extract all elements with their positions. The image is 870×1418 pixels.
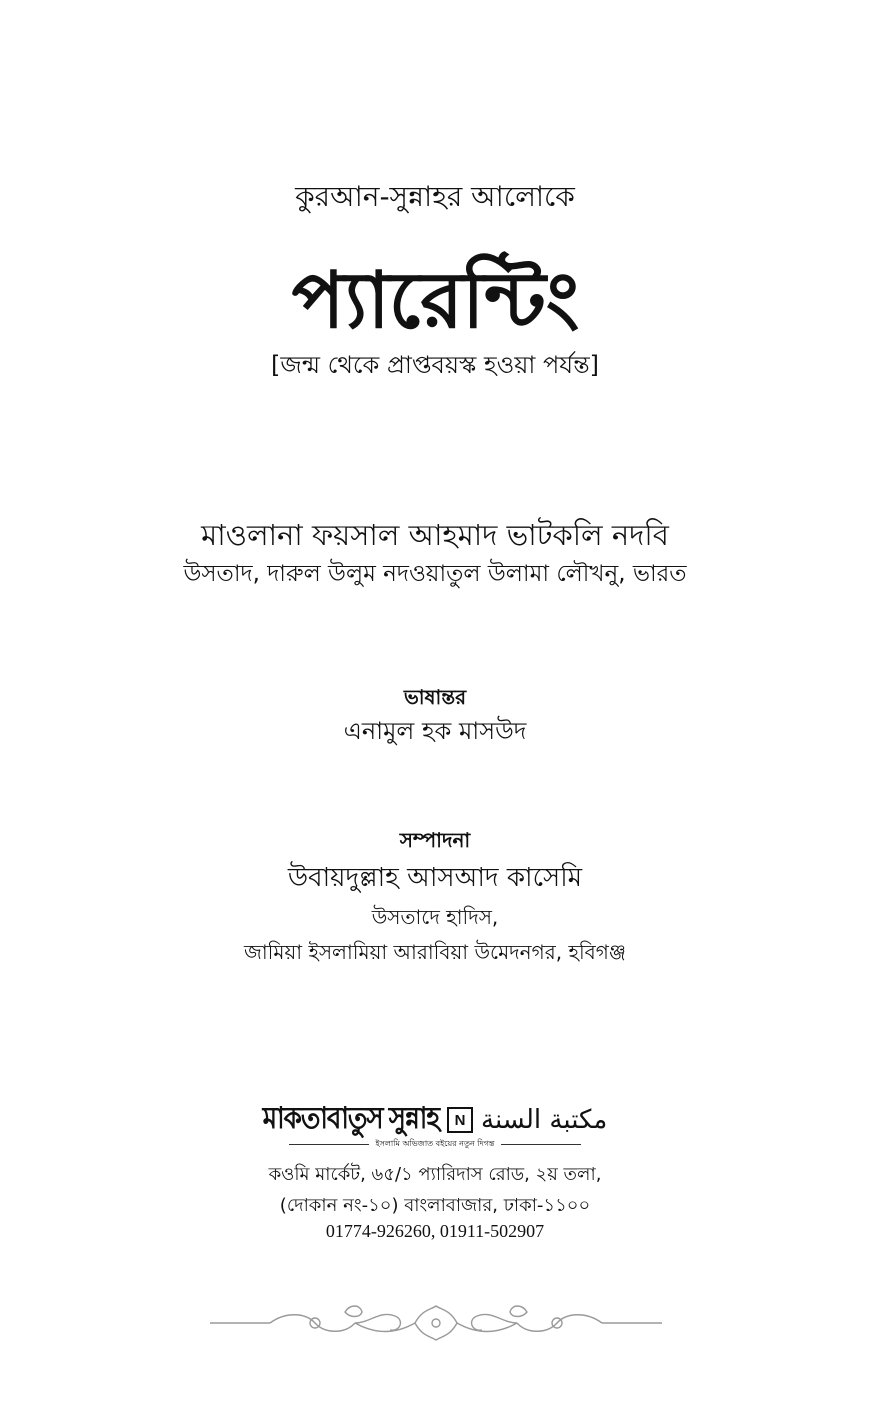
translator-name: এনামুল হক মাসউদ [343,717,527,745]
translation-label: ভাষান্তর [403,685,467,709]
publisher-logo [0,1098,870,1142]
publisher-address-line2: (দোকান নং-১০) বাংলাবাজার, ঢাকা-১১০০ [279,1195,591,1216]
floral-divider-ornament-icon [210,1302,662,1344]
publisher-tagline: ইসলামি অভিজাত বইয়ের নতুন দিগন্ত [375,1139,495,1148]
editor-role-line1: উসতাদে হাদিস, [371,905,499,929]
tagline-rule-right [501,1144,581,1145]
pre-title: কুরআন-সুন্নাহর আলোকে [295,180,575,213]
publisher-mark-icon: N [447,1107,473,1133]
book-subtitle: [জন্ম থেকে প্রাপ্তবয়স্ক হওয়া পর্যন্ত] [270,351,599,379]
publisher-logo-bengali: মাকতাবাতুস সুন্নাহ [262,1100,440,1135]
editor-name: উবায়দুল্লাহ আসআদ কাসেমি [287,863,583,893]
editing-label: সম্পাদনা [399,828,471,852]
author-affiliation: উসতাদ, দারুল উলুম নদওয়াতুল উলামা লৌখনু, ভারত [183,561,687,587]
publisher-address-line1: কওমি মার্কেট, ৬৫/১ প্যারিদাস রোড, ২য় তলা, [268,1164,602,1185]
publisher-tagline-row [0,1138,870,1151]
tagline-rule-left [289,1144,369,1145]
book-title: প্যারেন্টিং [291,256,579,346]
author-name: মাওলানা ফয়সাল আহমাদ ভাটকলি নদবি [201,518,669,552]
editor-role-line2: জামিয়া ইসলামিয়া আরাবিয়া উমেদনগর, হবিগঞ্জ [243,940,626,964]
publisher-logo-arabic: مكتبة السنة [481,1105,608,1135]
publisher-phones: 01774-926260, 01911-502907 [325,1221,545,1241]
